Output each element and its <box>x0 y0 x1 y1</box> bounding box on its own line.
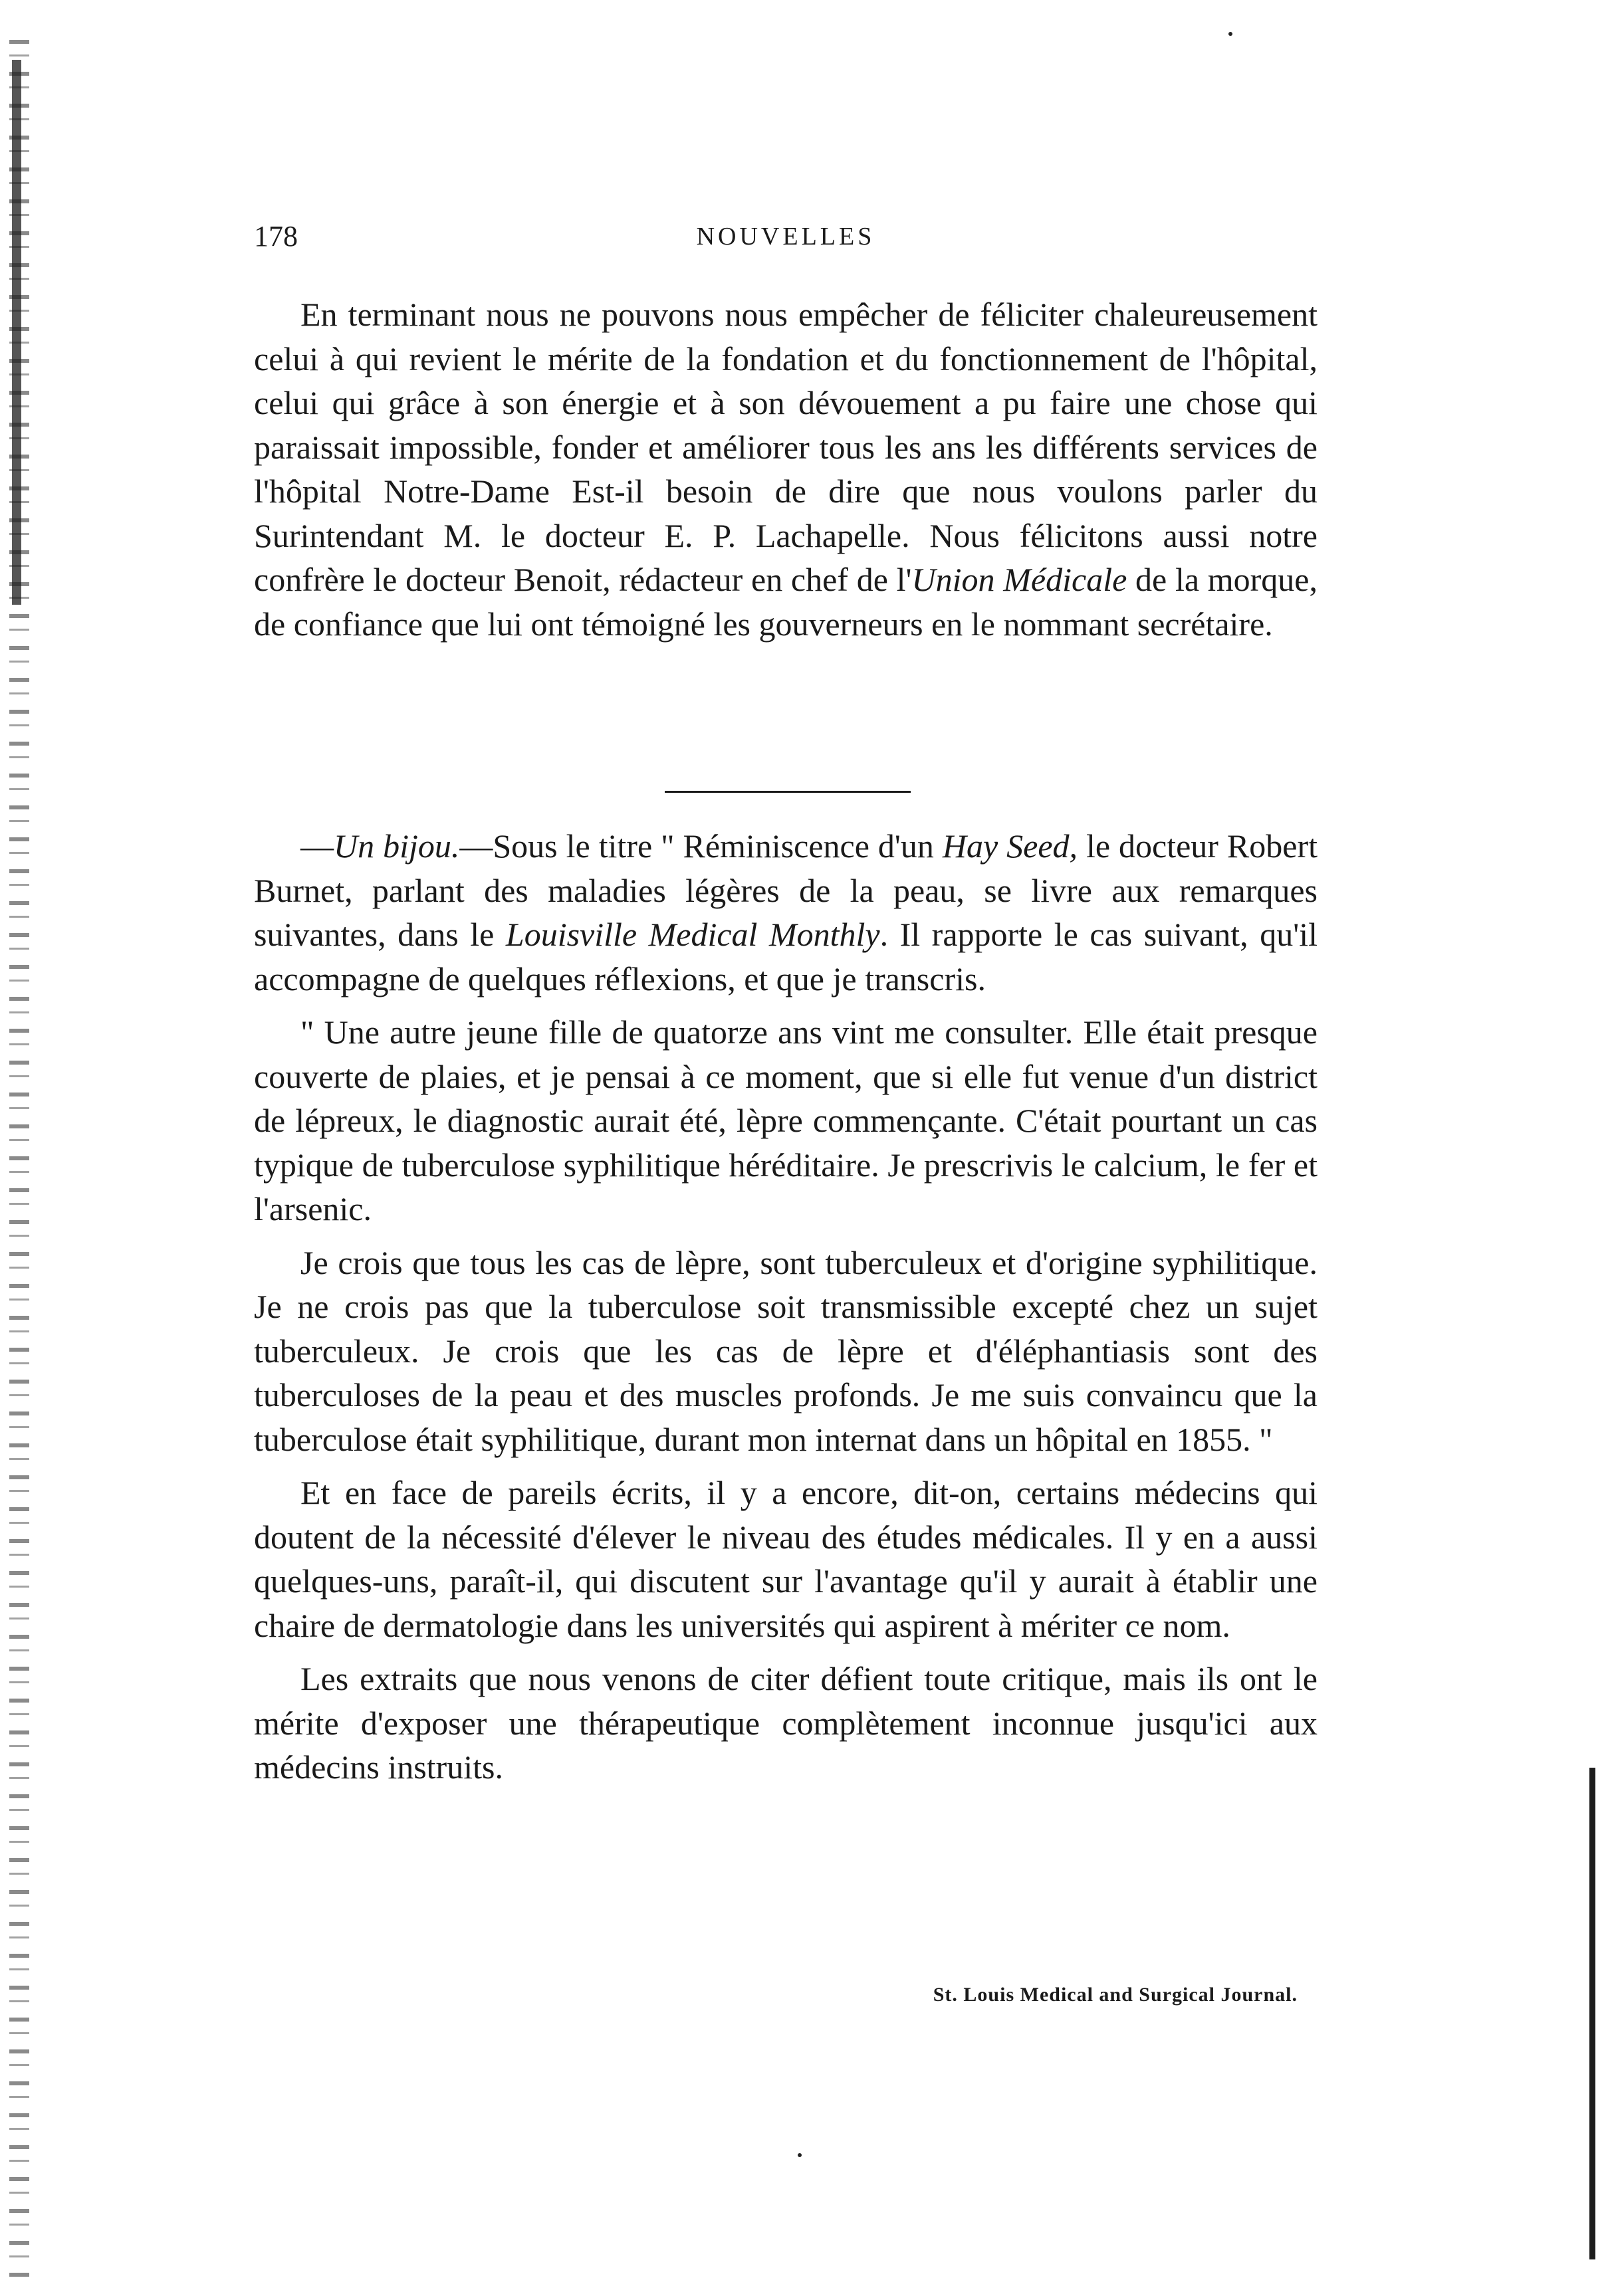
scan-speck <box>1228 32 1232 36</box>
page-number: 178 <box>254 220 298 253</box>
scan-edge-right <box>1589 1768 1595 2259</box>
article-bijou-commentary: Et en face de pareils écrits, il y a encore, dit-on, certains médecins qui doutent de la nécessité d'élever le niveau des études médicales. Il y en a aussi quelques-uns, paraît-il, qui discutent sur l'avantage qu'il y aurait à établir une chaire de dermatologie dans les universités qui aspirent à mériter ce nom. <box>254 1474 1318 1644</box>
scan-speck <box>798 2153 802 2157</box>
journal-title: Union Médicale <box>911 561 1127 598</box>
article-un-bijou <box>254 824 1318 1790</box>
scan-edge-left-heavy <box>12 60 21 605</box>
source-citation: St. Louis Medical and Surgical Journal. <box>933 1984 1298 2006</box>
section-divider <box>665 791 911 793</box>
article-title: Un bijou. <box>334 827 460 865</box>
running-head: NOUVELLES <box>696 223 875 251</box>
article-hospital <box>254 292 1318 646</box>
article-bijou-intro: —Un bijou.—Sous le titre " Réminiscence d'un Hay Seed, le docteur Robert Burnet, parlant des maladies légères de la peau, se livre aux remarques suivantes, dans le Louisville Medical Monthly. Il rapporte le cas suivant, qu'il accompagne de quelques réflexions, et que je transcris. <box>254 827 1318 997</box>
article-bijou-conclusion: Les extraits que nous venons de citer défient toute critique, mais ils ont le mérite d'exposer une thérapeutique complètement inconnue jusqu'ici aux médecins instruits. <box>254 1660 1318 1786</box>
page-header <box>254 219 1318 266</box>
article-hospital-paragraph: En terminant nous ne pouvons nous empêcher de féliciter chaleureusement celui à qui revient le mérite de la fondation et du fonctionnement de l'hôpital, celui qui grâce à son énergie et à son dévouement a pu faire une chose qui paraissait impossible, fonder et améliorer tous les ans les différents services de l'hôpital Notre-Dame Est-il besoin de dire que nous voulons parler du Surintendant M. le docteur E. P. Lachapelle. Nous félicitons aussi notre confrère le docteur Benoit, rédacteur en chef de l'Union Médicale de la morque, de confiance que lui ont témoigné les gouverneurs en le nommant secrétaire. <box>254 296 1318 643</box>
article-bijou-quote-2: Je crois que tous les cas de lèpre, sont tuberculeux et d'origine syphilitique. Je ne crois pas que la tuberculose soit transmissible excepté chez un sujet tuberculeux. Je crois que les cas de lèpre et d'éléphantiasis sont des tuberculoses de la peau et des muscles profonds. Je me suis convaincu que la tuberculose était syphilitique, durant mon internat dans un hôpital en 1855. " <box>254 1243 1318 1458</box>
article-bijou-quote-1: " Une autre jeune fille de quatorze ans vint me consulter. Elle était presque couverte de plaies, et je pensai à ce moment, que si elle fut venue d'un district de lépreux, le diagnostic aurait été, lèpre commençante. C'était pourtant un cas typique de tuberculose syphilitique héréditaire. Je prescrivis le calcium, le fer et l'arsenic. <box>254 1013 1318 1227</box>
